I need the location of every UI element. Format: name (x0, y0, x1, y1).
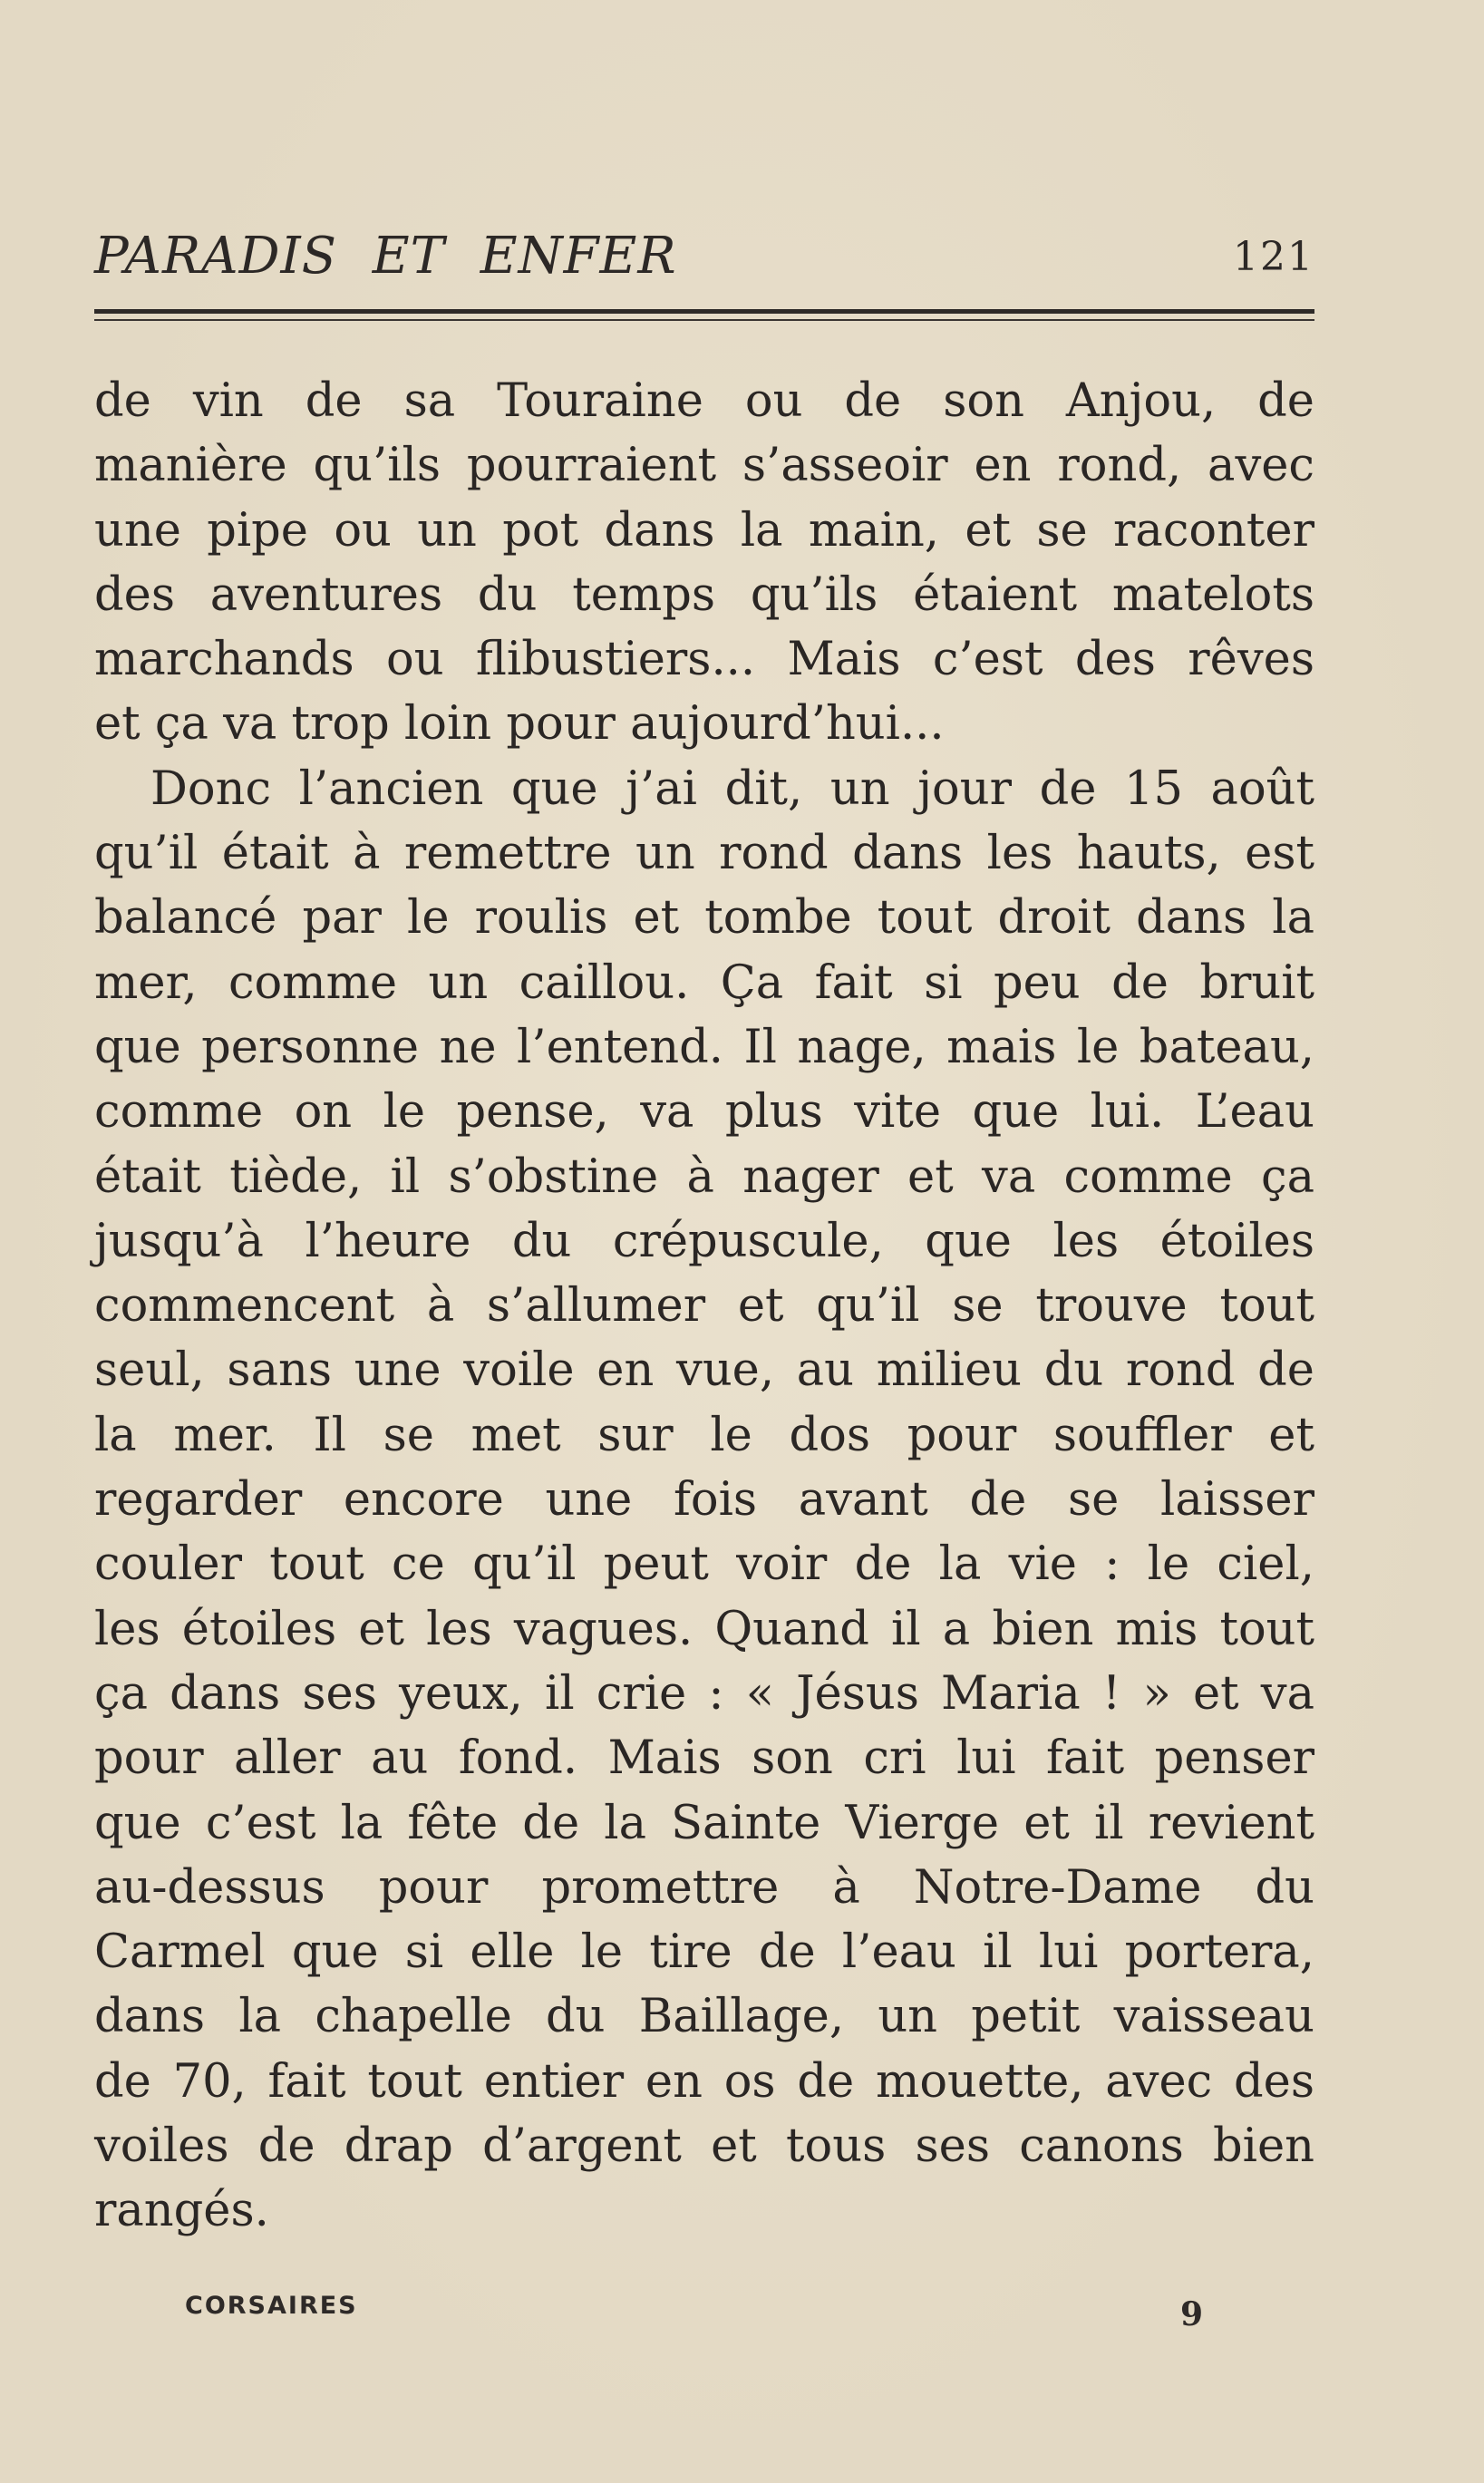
running-title: PARADIS ET ENFER (94, 227, 677, 286)
text-line: dans la chapelle du Baillage, un petit vaisseau (94, 1990, 1314, 2044)
text-line: ça dans ses yeux, il crie : « Jésus Maria ! » et va (94, 1666, 1314, 1721)
text-line: jusqu’à l’heure du crépuscule, que les étoiles (94, 1214, 1314, 1268)
signature-number: 9 (1180, 2295, 1204, 2333)
text-line: couler tout ce qu’il peut voir de la vie : le ciel, (94, 1537, 1314, 1592)
text-line: les étoiles et les vagues. Quand il a bien mis tout (94, 1602, 1314, 1656)
text-line: que c’est la fête de la Sainte Vierge et il revient (94, 1796, 1314, 1850)
text-line: voiles de drap d’argent et tous ses canons bien (94, 2119, 1314, 2174)
text-line: Donc l’ancien que j’ai dit, un jour de 15 août (150, 761, 1314, 816)
text-line: une pipe ou un pot dans la main, et se raconter (94, 503, 1314, 558)
text-line: au-dessus pour promettre à Notre-Dame du (94, 1860, 1314, 1915)
text-line: était tiède, il s’obstine à nager et va comme ça (94, 1149, 1314, 1204)
text-line: seul, sans une voile en vue, au milieu du rond de (94, 1343, 1314, 1398)
text-line: que personne ne l’entend. Il nage, mais le bateau, (94, 1020, 1314, 1074)
text-line: rangés. (94, 2184, 269, 2238)
text-line: qu’il était à remettre un rond dans les hauts, est (94, 827, 1314, 881)
text-line: manière qu’ils pourraient s’asseoir en rond, avec (94, 439, 1314, 493)
body-text (94, 369, 1314, 2244)
text-line: la mer. Il se met sur le dos pour souffler et (94, 1408, 1314, 1462)
text-line: de 70, fait tout entier en os de mouette, avec des (94, 2054, 1314, 2109)
text-line: commencent à s’allumer et qu’il se trouve tout (94, 1279, 1314, 1334)
text-line: regarder encore une fois avant de se laisser (94, 1473, 1314, 1528)
header-rule-thick (94, 309, 1314, 314)
text-line: pour aller au fond. Mais son cri lui fait penser (94, 1731, 1314, 1786)
text-line: mer, comme un caillou. Ça fait si peu de bruit (94, 955, 1314, 1010)
page-number: 121 (1233, 234, 1314, 280)
text-line: marchands ou flibustiers... Mais c’est des rêves (94, 633, 1314, 687)
text-line: et ça va trop loin pour aujourd’hui... (94, 697, 945, 752)
text-line: des aventures du temps qu’ils étaient matelots (94, 567, 1314, 622)
text-line: Carmel que si elle le tire de l’eau il lui portera, (94, 1925, 1314, 1980)
header-rule-thin (94, 319, 1314, 321)
signature-mark: CORSAIRES (185, 2292, 358, 2320)
text-line: comme on le pense, va plus vite que lui. L’eau (94, 1085, 1314, 1140)
text-line: balancé par le roulis et tombe tout droit dans la (94, 891, 1314, 946)
running-header (94, 227, 1314, 286)
text-line: de vin de sa Touraine ou de son Anjou, de (94, 374, 1314, 428)
